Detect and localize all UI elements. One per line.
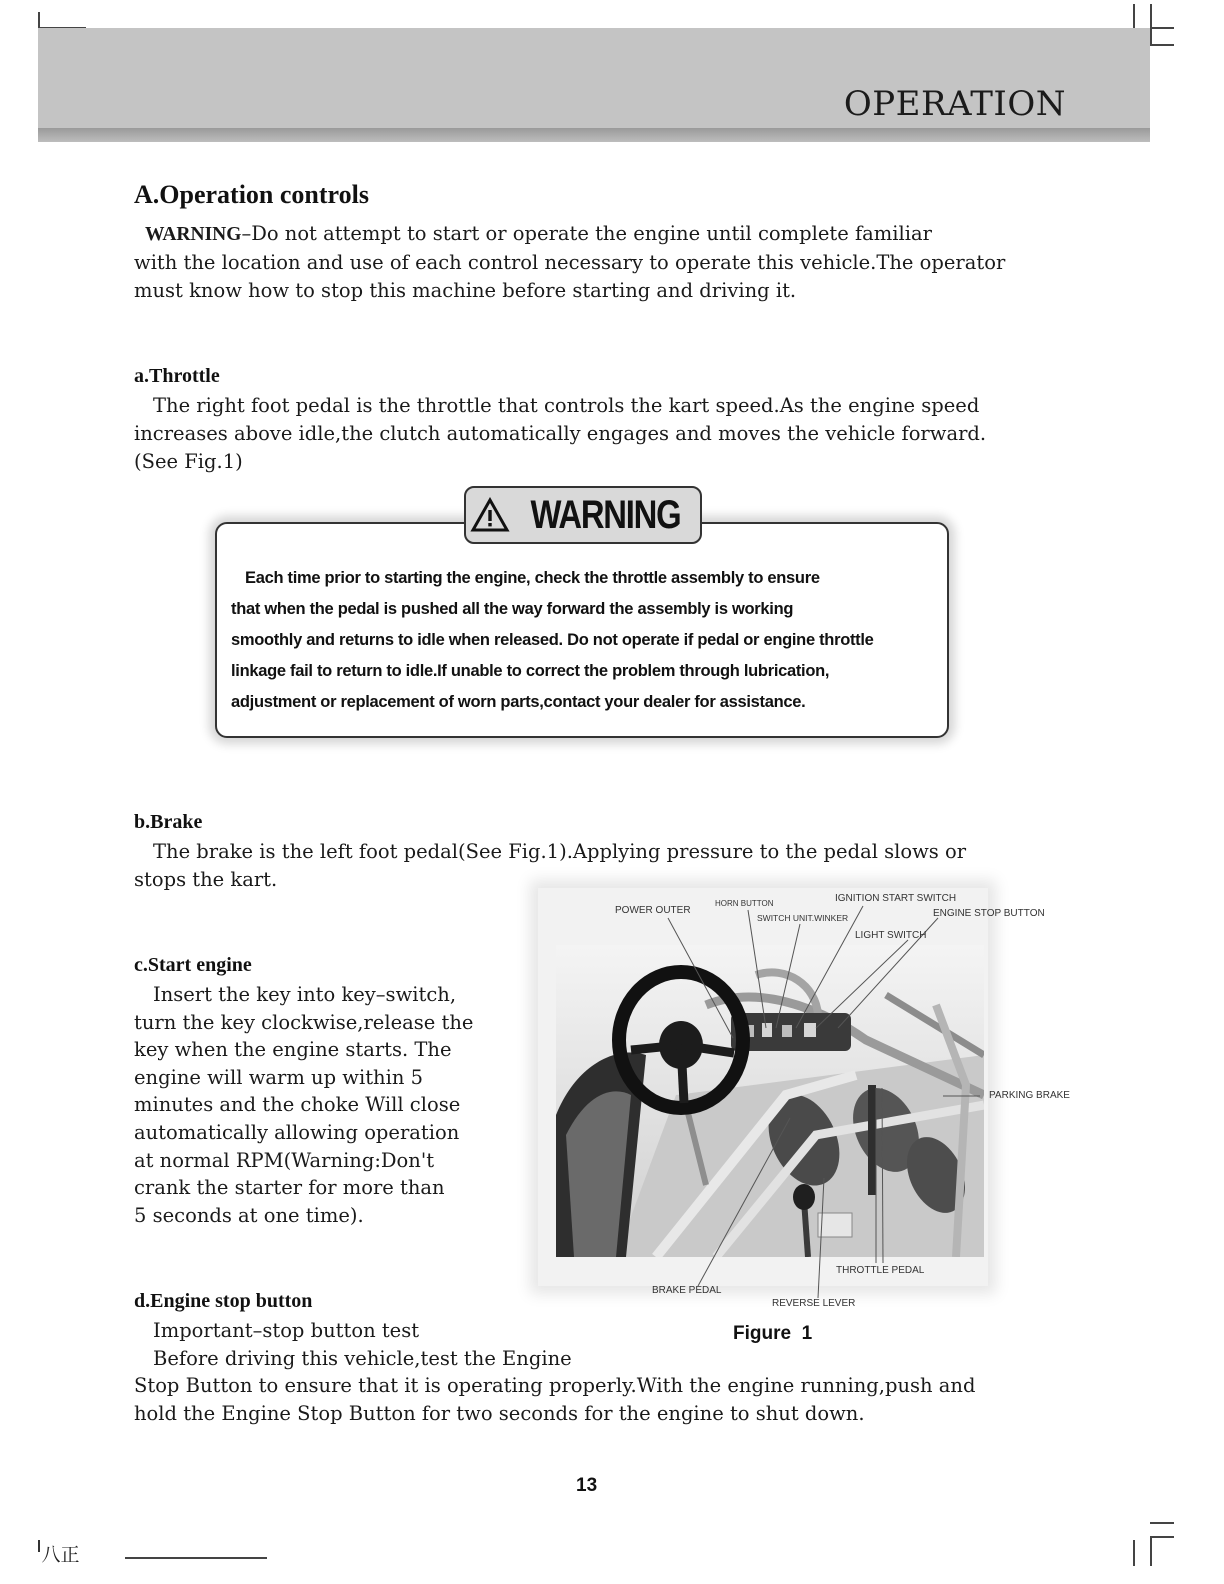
printer-mark-tick	[38, 1540, 40, 1552]
start-engine-line: at normal RPM(Warning:Don't	[134, 1148, 435, 1172]
warning-box-line: that when the pedal is pushed all the way forward the assembly is working	[231, 600, 794, 618]
warning-label: WARNING	[145, 224, 242, 245]
warning-paragraph	[134, 220, 1005, 305]
figure-leader-lines	[538, 888, 1078, 1318]
crop-mark	[1133, 4, 1135, 28]
figure-label-light-switch: LIGHT SWITCH	[855, 930, 927, 941]
throttle-line: (See Fig.1)	[134, 450, 243, 473]
engine-stop-line: Stop Button to ensure that it is operating properly.With the engine running,push and	[134, 1374, 976, 1398]
warning-line: with the location and use of each control necessary to operate this vehicle.The operator	[134, 251, 1006, 274]
throttle-paragraph	[134, 392, 986, 476]
crop-mark	[1150, 27, 1174, 29]
section-title: A.Operation controls	[134, 180, 369, 209]
figure-label-reverse-lever: REVERSE LEVER	[772, 1298, 856, 1309]
figure-label-engine-stop-button: ENGINE STOP BUTTON	[933, 908, 1045, 919]
start-engine-line: engine will warm up within 5	[134, 1065, 424, 1089]
start-engine-line: crank the starter for more than	[134, 1176, 445, 1200]
engine-stop-paragraph	[134, 1317, 975, 1427]
header-shadow	[38, 128, 1150, 142]
figure-caption: Figure 1	[733, 1323, 813, 1344]
engine-stop-line: hold the Engine Stop Button for two seconds for the engine to shut down.	[134, 1401, 865, 1425]
warning-box-line: linkage fail to return to idle.If unable to correct the problem through lubrication,	[231, 662, 830, 680]
warning-box-line: Each time prior to starting the engine, check the throttle assembly to ensure	[245, 569, 820, 587]
throttle-title: a.Throttle	[134, 365, 220, 387]
warning-box-line: adjustment or replacement of worn parts,contact your dealer for assistance.	[231, 693, 806, 711]
throttle-line: increases above idle,the clutch automatically engages and moves the vehicle forward.	[134, 422, 987, 445]
footer-rule	[125, 1557, 267, 1559]
crop-mark	[1150, 1536, 1152, 1566]
brake-line: stops the kart.	[134, 868, 278, 891]
crop-mark	[1150, 1536, 1174, 1538]
printer-mark-text: 八正	[41, 1544, 80, 1566]
warning-line: must know how to stop this machine before starting and driving it.	[134, 279, 797, 302]
figure-label-throttle-pedal: THROTTLE PEDAL	[836, 1265, 925, 1276]
start-engine-title: c.Start engine	[134, 954, 252, 976]
start-engine-line: 5 seconds at one time).	[134, 1203, 364, 1227]
engine-stop-line: Before driving this vehicle,test the Engine	[153, 1346, 572, 1370]
figure-label-brake-pedal: BRAKE PEDAL	[652, 1285, 722, 1296]
start-engine-line: key when the engine starts. The	[134, 1038, 452, 1062]
crop-mark	[1133, 1540, 1135, 1566]
figure-label-horn-button: HORN BUTTON	[715, 899, 774, 908]
brake-paragraph	[134, 838, 966, 894]
figure-label-switch-unit-winker: SWITCH UNIT.WINKER	[757, 913, 849, 923]
warning-box-line: smoothly and returns to idle when released. Do not operate if pedal or engine throttle	[231, 631, 874, 649]
crop-mark	[1150, 44, 1174, 46]
figure-label-power-outer: POWER OUTER	[615, 905, 691, 916]
start-engine-line: automatically allowing operation	[134, 1120, 460, 1144]
figure-label-parking-brake: PARKING BRAKE	[989, 1090, 1070, 1101]
warning-heading-tab	[464, 486, 702, 544]
throttle-line: The right foot pedal is the throttle that controls the kart speed.As the engine speed	[153, 394, 980, 417]
brake-title: b.Brake	[134, 811, 203, 833]
crop-mark	[1150, 1522, 1174, 1524]
start-engine-line: turn the key clockwise,release the	[134, 1010, 474, 1034]
engine-stop-line: Important–stop button test	[153, 1319, 420, 1342]
figure-label-ignition-start-switch: IGNITION START SWITCH	[835, 893, 957, 904]
engine-stop-title: d.Engine stop button	[134, 1290, 313, 1312]
crop-mark	[38, 12, 40, 28]
warning-heading: WARNING	[530, 492, 680, 537]
crop-mark	[1150, 4, 1152, 44]
printer-mark	[38, 1540, 80, 1567]
warning-triangle-icon	[470, 497, 510, 533]
page-header-title: OPERATION	[843, 84, 1066, 124]
start-engine-line: minutes and the choke Will close	[134, 1093, 461, 1117]
brake-line: The brake is the left foot pedal(See Fig.1).Applying pressure to the pedal slows or	[153, 840, 967, 863]
page-number: 13	[576, 1475, 598, 1496]
start-engine-line: Insert the key into key–switch,	[153, 983, 457, 1006]
warning-line: WARNING–Do not attempt to start or operate the engine until complete familiar	[145, 222, 932, 245]
start-engine-paragraph	[134, 981, 473, 1229]
